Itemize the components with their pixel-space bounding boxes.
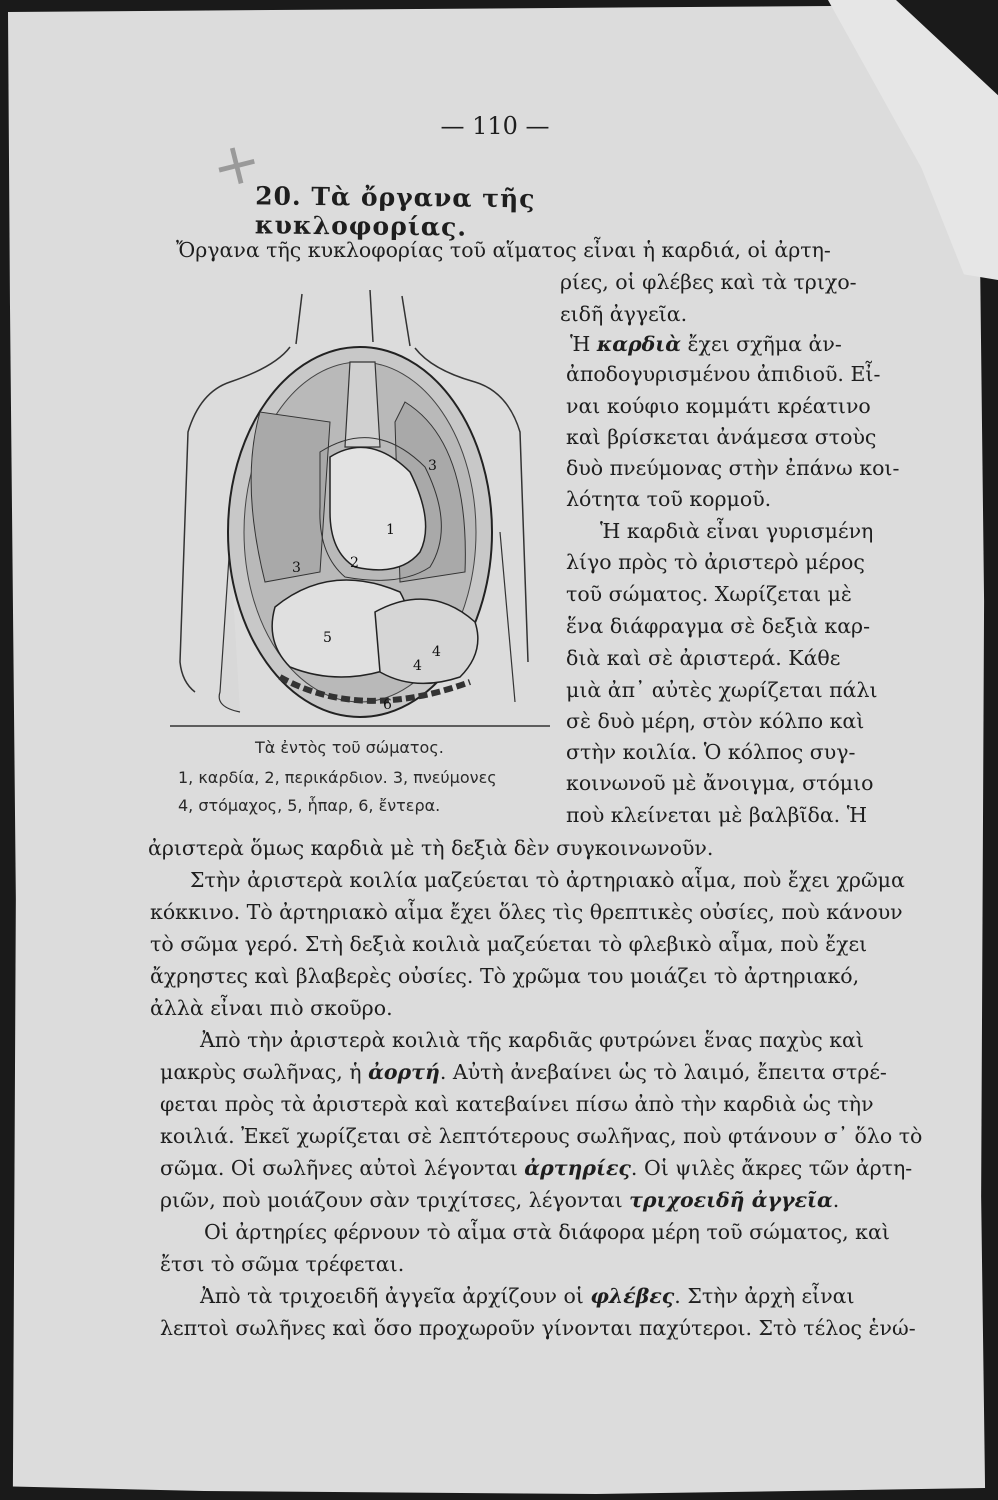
figure-label-pericardium: 2	[350, 555, 359, 571]
side-text-line: διὰ καὶ σὲ ἀριστερά. Κάθε	[566, 646, 841, 670]
aorta-text-line	[160, 1062, 887, 1083]
side-text-line: δυὸ πνεύμονας στὴν ἐπάνω κοι-	[566, 456, 900, 480]
side-text-line: λίγο πρὸς τὸ ἀριστερὸ μέρος	[566, 550, 865, 574]
side-text-line: καὶ βρίσκεται ἀνάμεσα στοὺς	[566, 425, 877, 449]
side-text-line: ποὺ κλείνεται μὲ βαλβῖδα. Ἡ	[566, 803, 868, 827]
figure-label-heart: 1	[386, 522, 395, 538]
text-line: Ἀπὸ τὴν ἀριστερὰ κοιλιὰ τῆς καρδιᾶς φυτρώνει ἕνας παχὺς καὶ	[200, 1028, 864, 1052]
capillaries-suffix: .	[832, 1188, 840, 1212]
text-line: τὸ σῶμα γερό. Στὴ δεξιὰ κοιλιὰ μαζεύεται τὸ φλεβικὸ αἷμα, ποὺ ἔχει	[150, 932, 868, 956]
anatomy-drawing	[170, 282, 550, 732]
heart-text-line	[570, 334, 842, 355]
arteries-prefix: σῶμα. Οἱ σωλῆνες αὐτοὶ λέγονται	[160, 1156, 525, 1180]
bold-term-arteries: ἀρτηρίες	[524, 1156, 631, 1180]
side-text-line: ρίες, οἱ φλέβες καὶ τὰ τριχο-	[560, 270, 857, 294]
text-line: λεπτοὶ σωλῆνες καὶ ὅσο προχωροῦν γίνονται παχύτεροι. Στὸ τέλος ἑνώ-	[160, 1316, 916, 1340]
section-title: 20. Τὰ ὄργανα τῆς κυκλοφορίας.	[254, 181, 536, 242]
aorta-prefix: μακρὺς σωλῆνας, ἡ	[160, 1060, 369, 1084]
arteries-suffix: . Οἱ ψιλὲς ἄκρες τῶν ἀρτη-	[630, 1156, 913, 1180]
figure-caption-title: Τὰ ἐντὸς τοῦ σώματος.	[255, 738, 444, 757]
capillaries-text-line	[160, 1190, 839, 1211]
text-line: κόκκινο. Τὸ ἀρτηριακὸ αἷμα ἔχει ὅλες τὶς θρεπτικὲς οὐσίες, ποὺ κάνουν	[150, 900, 903, 924]
text-line: ἔτσι τὸ σῶμα τρέφεται.	[160, 1252, 405, 1276]
figure-label-intestines: 6	[383, 697, 392, 713]
bold-term-veins: φλέβες	[590, 1284, 675, 1308]
figure-label-stomach-a: 4	[413, 658, 422, 674]
side-text-line: κοινωνοῦ μὲ ἄνοιγμα, στόμιο	[566, 771, 874, 795]
heart-suffix: ἔχει σχῆμα ἀν-	[681, 332, 842, 356]
figure-label-lung-right: 3	[428, 458, 437, 474]
side-text-line: σὲ δυὸ μέρη, στὸν κόλπο καὶ	[566, 709, 865, 733]
side-text-line: λότητα τοῦ κορμοῦ.	[566, 487, 772, 511]
pencil-mark: +	[204, 125, 269, 203]
anatomy-illustration	[170, 282, 550, 732]
arteries-text-line	[160, 1158, 912, 1179]
text-line: Ὄργανα τῆς κυκλοφορίας τοῦ αἵματος εἶναι ἡ καρδιά, οἱ ἀρτη-	[176, 238, 831, 262]
text-line: κοιλιά. Ἐκεῖ χωρίζεται σὲ λεπτότερους σωλῆνας, ποὺ φτάνουν σ᾽ ὅλο τὸ	[160, 1124, 923, 1148]
figure-label-liver: 5	[323, 630, 332, 646]
heart-prefix: Ἡ	[570, 332, 597, 356]
text-line: ἀλλὰ εἶναι πιὸ σκοῦρο.	[150, 996, 393, 1020]
figure-caption-line-1: 1, καρδία, 2, περικάρδιον. 3, πνεύμονες	[178, 768, 497, 787]
text-line: φεται πρὸς τὰ ἀριστερὰ καὶ κατεβαίνει πίσω ἀπὸ τὴν καρδιὰ ὡς τὴν	[160, 1092, 874, 1116]
veins-suffix: . Στὴν ἀρχὴ εἶναι	[674, 1284, 855, 1308]
side-text-line: ναι κούφιο κομμάτι κρέατινο	[566, 394, 871, 418]
side-text-line: ἕνα διάφραγμα σὲ δεξιὰ καρ-	[566, 614, 871, 638]
bold-term-capillaries: τριχοειδῆ ἀγγεῖα	[629, 1188, 833, 1212]
figure-label-lung-left: 3	[292, 560, 301, 576]
figure-caption-line-2: 4, στόμαχος, 5, ἧπαρ, 6, ἔντερα.	[178, 796, 441, 815]
aorta-suffix: . Αὐτὴ ἀνεβαίνει ὡς τὸ λαιμό, ἔπειτα στρέ-	[439, 1060, 887, 1084]
veins-text-line	[200, 1286, 855, 1307]
side-text-line: μιὰ ἀπ᾽ αὐτὲς χωρίζεται πάλι	[566, 678, 878, 702]
side-text-line: ειδῆ ἀγγεῖα.	[560, 302, 688, 326]
bold-term-aorta: ἀορτή	[368, 1060, 440, 1084]
veins-prefix: Ἀπὸ τὰ τριχοειδῆ ἀγγεῖα ἀρχίζουν οἱ	[200, 1284, 591, 1308]
figure-label-stomach-b: 4	[432, 644, 441, 660]
text-line: ἄχρηστες καὶ βλαβερὲς οὐσίες. Τὸ χρῶμα του μοιάζει τὸ ἀρτηριακό,	[150, 964, 860, 988]
side-text-line: τοῦ σώματος. Χωρίζεται μὲ	[566, 582, 852, 606]
text-line: ἀριστερὰ ὅμως καρδιὰ μὲ τὴ δεξιὰ δὲν συγκοινωνοῦν.	[148, 836, 714, 860]
page-number: — 110 —	[440, 112, 550, 140]
text-line: Οἱ ἀρτηρίες φέρνουν τὸ αἷμα στὰ διάφορα μέρη τοῦ σώματος, καὶ	[204, 1220, 890, 1244]
capillaries-prefix: ριῶν, ποὺ μοιάζουν σὰν τριχίτσες, λέγονται	[160, 1188, 630, 1212]
side-text-line: στὴν κοιλία. Ὁ κόλπος συγ-	[566, 740, 856, 764]
text-line: Στὴν ἀριστερὰ κοιλία μαζεύεται τὸ ἀρτηριακὸ αἷμα, ποὺ ἔχει χρῶμα	[190, 868, 905, 892]
side-text-line: ἀποδογυρισμένου ἀπιδιοῦ. Εἶ-	[566, 362, 881, 386]
side-text-line: Ἡ καρδιὰ εἶναι γυρισμένη	[600, 519, 874, 543]
bold-term-heart: καρδιὰ	[596, 332, 682, 356]
